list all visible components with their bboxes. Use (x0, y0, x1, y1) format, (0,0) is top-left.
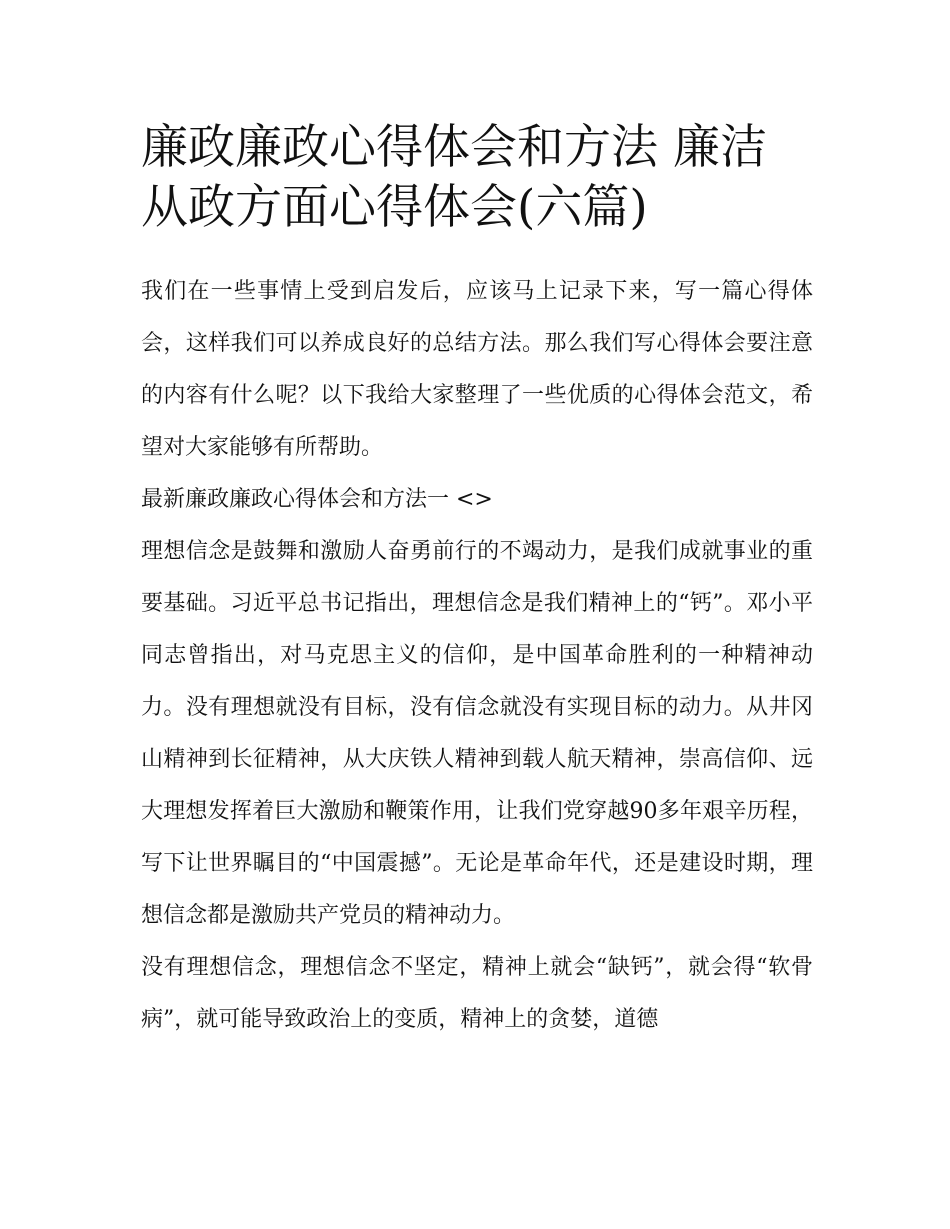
intro-paragraph: 我们在一些事情上受到启发后，应该马上记录下来，写一篇心得体会，这样我们可以养成良好的总结方法。那么我们写心得体会要注意的内容有什么呢？以下我给大家整理了一些优质的心得体会范文，希望对大家能够有所帮助。 (141, 279, 813, 460)
section-heading: 最新廉政廉政心得体会和方法一 <> (141, 487, 493, 512)
document-title: 廉政廉政心得体会和方法 廉洁从政方面心得体会(六篇) (141, 120, 767, 235)
body-paragraph: 没有理想信念，理想信念不坚定，精神上就会“缺钙”，就会得“软骨病”，就可能导致政治上的变质，精神上的贪婪，道德 (141, 955, 813, 1032)
document-body (141, 118, 813, 1046)
body-paragraph: 理想信念是鼓舞和激励人奋勇前行的不竭动力，是我们成就事业的重要基础。习近平总书记指出，理想信念是我们精神上的“钙”。邓小平同志曾指出，对马克思主义的信仰，是中国革命胜利的一种精神动力。没有理想就没有目标，没有信念就没有实现目标的动力。从井冈山精神到长征精神，从大庆铁人精神到载人航天精神，崇高信仰、远大理想发挥着巨大激励和鞭策作用，让我们党穿越90多年艰辛历程，写下让世界瞩目的“中国震撼”。无论是革命年代，还是建设时期，理想信念都是激励共产党员的精神动力。 (141, 539, 813, 928)
